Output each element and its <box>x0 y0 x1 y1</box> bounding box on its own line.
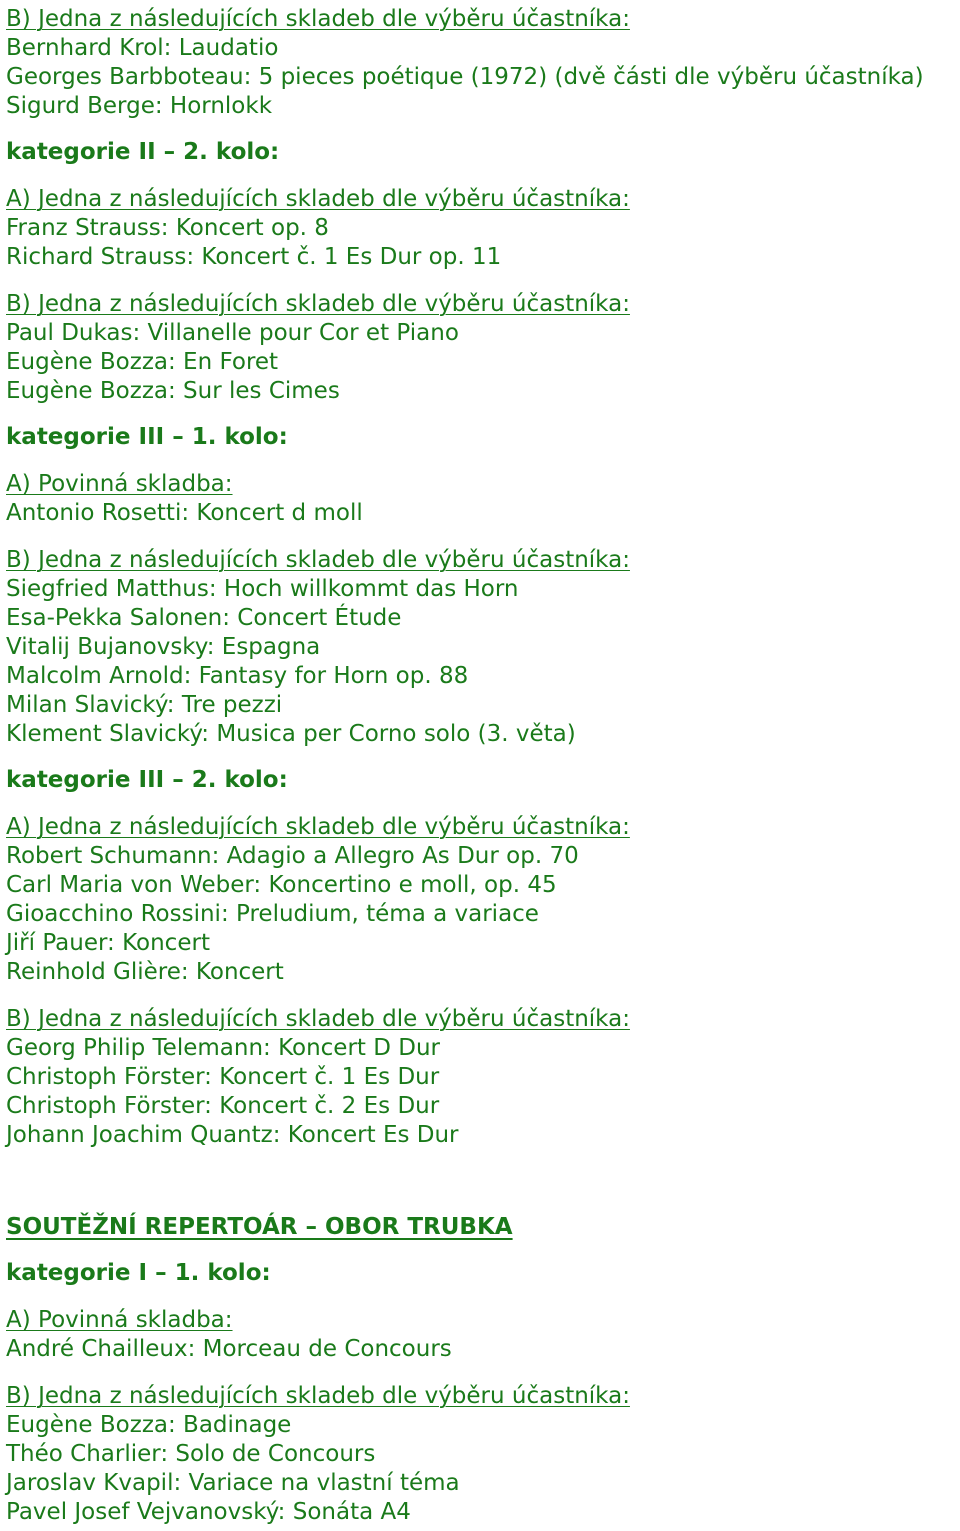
composition-item: Eugène Bozza: Sur les Cimes <box>6 378 340 404</box>
composition-item: Malcolm Arnold: Fantasy for Horn op. 88 <box>6 663 469 689</box>
spacer <box>6 167 960 185</box>
spacer <box>6 1288 960 1306</box>
group-heading: B) Jedna z následujících skladeb dle výběru účastníka: <box>6 6 630 32</box>
category-heading: kategorie I – 1. kolo: <box>6 1260 271 1286</box>
section-title: SOUTĚŽNÍ REPERTOÁR – OBOR TRUBKA <box>6 1214 513 1240</box>
composition-item: Georges Barbboteau: 5 pieces poétique (1972) (dvě části dle výběru účastníka) <box>6 64 924 90</box>
spacer <box>6 272 960 290</box>
composition-item: Richard Strauss: Koncert č. 1 Es Dur op. 11 <box>6 244 502 270</box>
spacer <box>6 1150 960 1213</box>
composition-item: Jaroslav Kvapil: Variace na vlastní téma <box>6 1470 460 1496</box>
spacer <box>6 452 960 470</box>
repertoire-group <box>6 1382 960 1527</box>
composition-item: Georg Philip Telemann: Koncert D Dur <box>6 1035 441 1061</box>
spacer <box>6 987 960 1005</box>
group-heading-line <box>6 1382 960 1411</box>
composition-item: André Chailleux: Morceau de Concours <box>6 1336 452 1362</box>
composition-item: Bernhard Krol: Laudatio <box>6 35 279 61</box>
composition-item: Klement Slavický: Musica per Corno solo (3. věta) <box>6 721 576 747</box>
composition-item: Christoph Förster: Koncert č. 2 Es Dur <box>6 1093 440 1119</box>
composition-item: Eugène Bozza: En Foret <box>6 349 279 375</box>
repertoire-group <box>6 813 960 987</box>
spacer <box>6 121 960 138</box>
group-heading: B) Jedna z následujících skladeb dle výběru účastníka: <box>6 291 630 317</box>
composition-item: Christoph Förster: Koncert č. 1 Es Dur <box>6 1064 440 1090</box>
composition-item: Pavel Josef Vejvanovský: Sonáta A4 <box>6 1499 411 1525</box>
composition-item: Paul Dukas: Villanelle pour Cor et Piano <box>6 320 459 346</box>
composition-item: Robert Schumann: Adagio a Allegro As Dur op. 70 <box>6 843 579 869</box>
repertoire-group <box>6 1005 960 1150</box>
composition-item: Antonio Rosetti: Koncert d moll <box>6 500 363 526</box>
composition-item: Eugène Bozza: Badinage <box>6 1412 292 1438</box>
category-heading: kategorie II – 2. kolo: <box>6 139 280 165</box>
repertoire-group <box>6 290 960 406</box>
repertoire-group <box>6 546 960 749</box>
repertoire-group <box>6 185 960 272</box>
composition-item: Franz Strauss: Koncert op. 8 <box>6 215 329 241</box>
composition-item: Carl Maria von Weber: Koncertino e moll, op. 45 <box>6 872 557 898</box>
composition-item: Vitalij Bujanovsky: Espagna <box>6 634 321 660</box>
document <box>6 5 960 1527</box>
spacer <box>6 528 960 546</box>
group-heading-line <box>6 1005 960 1034</box>
group-heading: B) Jedna z následujících skladeb dle výběru účastníka: <box>6 1383 630 1409</box>
spacer <box>6 406 960 423</box>
group-heading: A) Povinná skladba: <box>6 471 233 497</box>
spacer <box>6 749 960 766</box>
group-heading-line <box>6 5 960 34</box>
group-heading: B) Jedna z následujících skladeb dle výběru účastníka: <box>6 1006 630 1032</box>
composition-item: Gioacchino Rossini: Preludium, téma a variace <box>6 901 539 927</box>
category-heading: kategorie III – 1. kolo: <box>6 424 288 450</box>
group-heading: A) Povinná skladba: <box>6 1307 233 1333</box>
composition-item: Johann Joachim Quantz: Koncert Es Dur <box>6 1122 459 1148</box>
group-heading-line <box>6 813 960 842</box>
repertoire-group <box>6 5 960 121</box>
composition-item: Théo Charlier: Solo de Concours <box>6 1441 376 1467</box>
spacer <box>6 1364 960 1382</box>
group-heading-line <box>6 546 960 575</box>
group-heading-line <box>6 185 960 214</box>
composition-item: Sigurd Berge: Hornlokk <box>6 93 273 119</box>
group-heading-line <box>6 1306 960 1335</box>
group-heading-line <box>6 470 960 499</box>
spacer <box>6 1242 960 1259</box>
group-heading-line <box>6 290 960 319</box>
group-heading: A) Jedna z následujících skladeb dle výběru účastníka: <box>6 186 630 212</box>
composition-item: Reinhold Glière: Koncert <box>6 959 284 985</box>
repertoire-group <box>6 1306 960 1364</box>
composition-item: Jiří Pauer: Koncert <box>6 930 210 956</box>
repertoire-group <box>6 470 960 528</box>
composition-item: Esa-Pekka Salonen: Concert Étude <box>6 605 402 631</box>
composition-item: Milan Slavický: Tre pezzi <box>6 692 283 718</box>
composition-item: Siegfried Matthus: Hoch willkommt das Horn <box>6 576 519 602</box>
spacer <box>6 795 960 813</box>
group-heading: B) Jedna z následujících skladeb dle výběru účastníka: <box>6 547 630 573</box>
category-heading: kategorie III – 2. kolo: <box>6 767 288 793</box>
group-heading: A) Jedna z následujících skladeb dle výběru účastníka: <box>6 814 630 840</box>
